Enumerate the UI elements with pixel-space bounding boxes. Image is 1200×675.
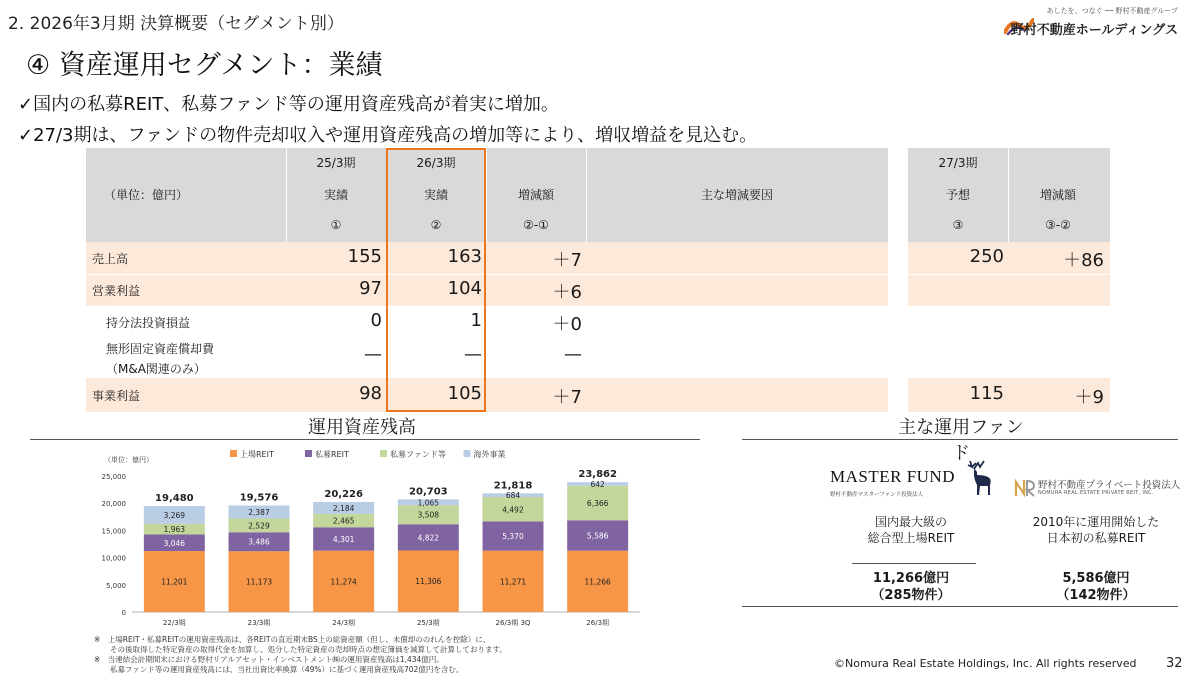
bar-total-label: 19,480 [155, 493, 194, 505]
header-fy25-period: 25/3期 [316, 156, 356, 170]
npr-emblem-icon [1014, 478, 1036, 498]
bar-segment-label: 3,508 [417, 510, 440, 520]
row-label-sub: （M&A関連のみ） [106, 362, 206, 376]
row-label: 事業利益 [92, 389, 141, 403]
bar-segment-label: 2,529 [248, 521, 270, 531]
financial-table [86, 148, 1110, 412]
section-title: 2. 2026年3月期 決算概要（セグメント別） [8, 14, 344, 34]
legend-label: 私募ファンド等 [390, 450, 446, 459]
bar-segment-label: 11,274 [330, 577, 357, 587]
header-fy26-type: 実績 [423, 188, 448, 202]
header-fy26-mark: ② [430, 218, 442, 232]
x-tick-label: 22/3期 [162, 619, 186, 627]
cell-fy25: 97 [359, 278, 382, 299]
bar-segment-label: 11,271 [499, 577, 527, 587]
private-reit-desc-line: 日本初の私募REIT [1046, 531, 1146, 545]
private-reit-logo-text: 野村不動産プライベート投資法人 [1038, 480, 1181, 491]
y-tick-label: 0 [121, 609, 126, 617]
legend-swatch [230, 450, 237, 457]
cell-fy26: 163 [447, 246, 482, 267]
copyright: ©Nomura Real Estate Holdings, Inc. All rights reserved [834, 657, 1137, 670]
deer-icon [962, 459, 996, 497]
divider [742, 606, 1178, 607]
private-reit-logo-sub: NOMURA REAL ESTATE PRIVATE REIT, INC. [1038, 490, 1154, 496]
header-fy26-period: 26/3期 [416, 156, 456, 170]
y-tick-label: 15,000 [101, 527, 126, 536]
cell-fy26: 104 [447, 278, 482, 299]
bar-segment-label: 5,586 [586, 531, 609, 541]
header-fy25-type: 実績 [323, 188, 348, 202]
bar-segment-label: 2,465 [332, 516, 355, 526]
y-tick-label: 20,000 [101, 500, 126, 509]
y-tick-label: 10,000 [101, 554, 126, 563]
master-fund-logo-text: MASTER FUND [830, 467, 955, 486]
cell-fy26: 1 [470, 310, 482, 331]
private-reit-property-count: （142物件） [1056, 588, 1136, 603]
cell-fy25: 155 [347, 246, 382, 267]
header-fy27-mark: ③ [952, 218, 964, 232]
master-fund-aum [836, 570, 986, 604]
row-label: 無形固定資産償却費 [106, 342, 215, 356]
master-fund-logo-sub: 野村不動産マスターファンド投資法人 [830, 492, 924, 498]
footnote: ※ 上場REIT・私募REITの運用資産残高は、各REITの直近期末BS上の総資産額（但し、未償却ののれんを控除）に、 [94, 635, 491, 644]
private-reit-aum [1014, 570, 1178, 604]
x-tick-label: 23/3期 [247, 619, 271, 627]
private-reit-desc [1014, 514, 1178, 546]
row-bg [908, 274, 1110, 306]
x-tick-label: 24/3期 [332, 619, 356, 627]
aum-stacked-bar-chart [90, 442, 646, 632]
company-logo [1004, 6, 1184, 40]
slide-title: ④ 資産運用セグメント：業績 [26, 50, 383, 81]
cell-fy25: 98 [359, 383, 382, 404]
cell-fy25: — [364, 344, 382, 365]
bar-segment-label: 3,269 [163, 510, 186, 520]
master-fund-desc-line: 国内最大級の [874, 515, 947, 529]
cell-diff: ＋0 [552, 314, 582, 335]
bar-segment-label: 4,492 [502, 505, 524, 515]
legend-swatch [464, 450, 471, 457]
footnote: ※ 当連結会計期間末における野村リアルアセット・インベストメント㈱の運用資産残高は1,434億円。 [94, 655, 444, 664]
bar-segment-label: 4,822 [417, 533, 440, 543]
current-year-highlight [386, 148, 486, 412]
master-fund-aum-value: 11,266億円 [872, 571, 950, 586]
y-tick-label: 5,000 [105, 581, 126, 590]
footnote: その後取得した特定資産の取得代金を加算し、処分した特定資産の売却時点の想定簿価を減算して計算しております。 [110, 645, 507, 654]
bar-segment-label: 1,963 [163, 525, 186, 535]
chart-unit-label: （単位：億円） [104, 456, 153, 464]
master-fund-desc [836, 514, 986, 546]
legend-label: 私募REIT [315, 450, 349, 459]
bar-segment-label: 6,366 [586, 499, 609, 509]
legend-label: 上場REIT [240, 450, 274, 459]
legend-label: 海外事業 [473, 450, 506, 459]
cell-fy27: 250 [969, 246, 1004, 267]
bar-segment-label: 3,046 [163, 538, 186, 548]
cell-fy26: 105 [447, 383, 482, 404]
footnote: 私募ファンド等の運用資産残高には、当社出資比率換算（49%）に基づく運用資産残高702億円を含む。 [110, 665, 464, 674]
row-label: 持分法投資損益 [106, 316, 191, 330]
y-tick-label: 25,000 [101, 473, 126, 481]
bar-segment-label: 2,387 [248, 508, 270, 518]
header-diff-label: 増減額 [517, 188, 554, 202]
private-reit-desc-line: 2010年に運用開始した [1032, 515, 1160, 529]
divider [852, 563, 976, 564]
bullet-point: ✓27/3期は、ファンドの物件売却収入や運用資産残高の増加等により、増収増益を見込む。 [18, 125, 758, 146]
cell-fy27: 115 [969, 383, 1004, 404]
bar-segment-label: 5,370 [502, 532, 524, 542]
bar-segment-label: 2,184 [332, 503, 355, 513]
private-reit-logo [1012, 476, 1181, 500]
header-fy25-mark: ① [330, 218, 342, 232]
divider [30, 439, 700, 440]
private-reit-aum-value: 5,586億円 [1062, 571, 1130, 586]
master-fund-property-count: （285物件） [871, 588, 951, 603]
bar-segment-label: 11,173 [245, 577, 273, 587]
header-fy27-period: 27/3期 [938, 156, 978, 170]
master-fund-logo [828, 461, 992, 501]
bar-total-label: 19,576 [239, 492, 279, 504]
unit-label: （単位：億円） [103, 188, 188, 202]
x-tick-label: 25/3期 [416, 619, 440, 627]
cell-diff: ＋6 [552, 282, 582, 303]
x-tick-label: 26/3期 3Q [495, 619, 531, 627]
legend-swatch [305, 450, 312, 457]
bar-total-label: 21,818 [493, 480, 533, 492]
bullet-point: ✓国内の私募REIT、私募ファンド等の運用資産残高が着実に増加。 [18, 94, 559, 115]
legend-swatch [380, 450, 387, 457]
header-diff2-mark: ③-② [1045, 218, 1071, 232]
master-fund-desc-line: 総合型上場REIT [867, 531, 955, 545]
cell-diff2: ＋9 [1074, 387, 1104, 408]
x-tick-label: 26/3期 [586, 619, 610, 627]
cell-fy26: — [464, 344, 482, 365]
bar-segment-label: 684 [505, 491, 521, 501]
row-label: 売上高 [92, 252, 129, 266]
header-diff2-label: 増減額 [1039, 188, 1076, 202]
bar-segment-label: 4,301 [332, 534, 355, 544]
header-diff-mark: ②-① [523, 218, 549, 232]
cell-diff: ＋7 [552, 250, 582, 271]
header-fy27-type: 予想 [945, 188, 970, 202]
bar-segment-label: 1,065 [417, 498, 440, 508]
cell-diff: — [564, 344, 582, 365]
bar-segment-label: 11,266 [584, 577, 611, 587]
chart-section-title: 運用資産残高 [308, 417, 416, 438]
bar-segment-label: 11,306 [415, 577, 442, 587]
logo-name: 野村不動産ホールディングス [1010, 23, 1178, 38]
header-factors: 主な増減要因 [700, 188, 773, 202]
logo-tagline: あしたを、つなぐ ── 野村不動産グループ [1046, 7, 1178, 15]
page-number: 32 [1166, 656, 1183, 671]
row-label: 営業利益 [92, 284, 141, 298]
bar-segment-label: 3,486 [248, 537, 270, 547]
bar-total-label: 20,703 [409, 486, 448, 498]
bar-total-label: 23,862 [578, 469, 617, 481]
bar-total-label: 20,226 [324, 488, 363, 500]
cell-diff: ＋7 [552, 387, 582, 408]
funds-section-title: 主な運用ファンド [898, 417, 1024, 464]
bar-segment-label: 642 [590, 479, 605, 489]
divider [742, 439, 1178, 440]
cell-diff2: ＋86 [1063, 250, 1104, 271]
bar-segment-label: 11,201 [161, 577, 188, 587]
cell-fy25: 0 [370, 310, 382, 331]
